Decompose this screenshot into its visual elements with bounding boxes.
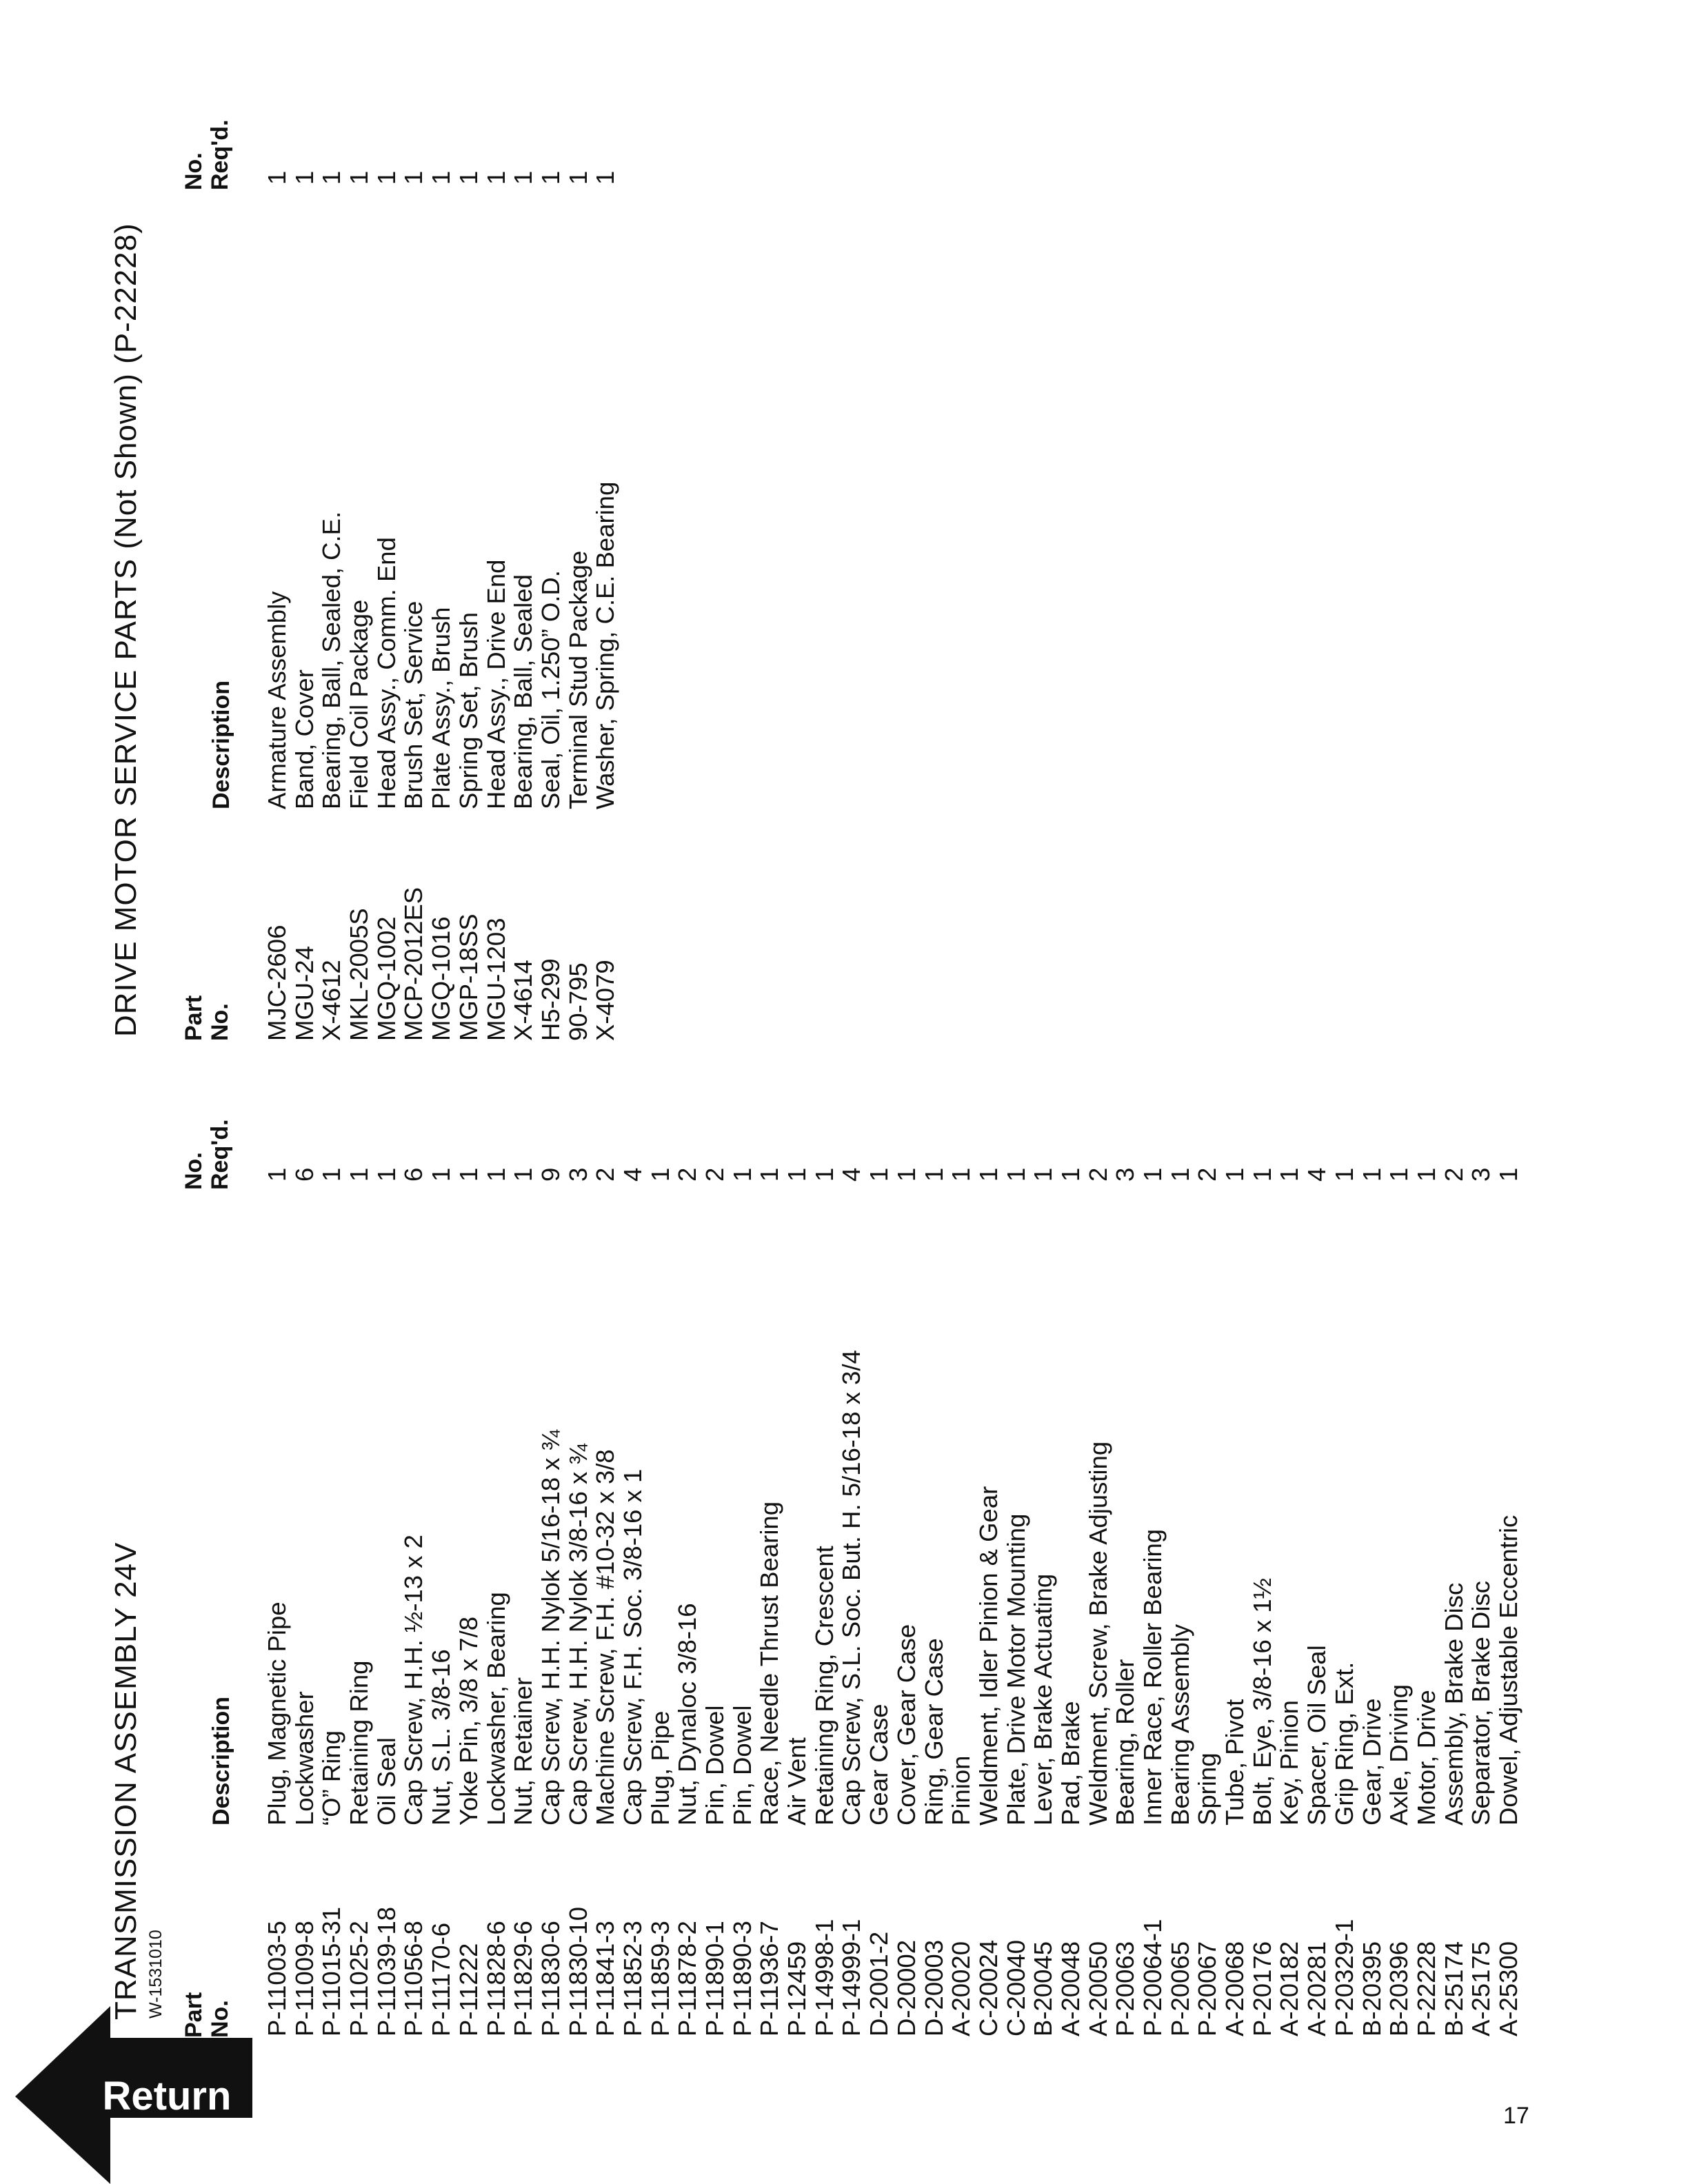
part-number: P-11170-6 bbox=[427, 1922, 456, 2036]
part-description: Plug, Magnetic Pipe bbox=[263, 1601, 291, 1826]
part-number: P-11025-2 bbox=[345, 1921, 374, 2036]
qty-header-line2: Req'd. bbox=[207, 1119, 233, 1190]
quantity-required: 1 bbox=[974, 1167, 1003, 1182]
quantity-required: 1 bbox=[919, 1167, 948, 1182]
quantity-required: 4 bbox=[1303, 1167, 1332, 1182]
drive-motor-quantity-column bbox=[263, 171, 619, 185]
quantity-required: 1 bbox=[481, 1167, 510, 1182]
part-description: Plug, Pipe bbox=[645, 1710, 674, 1826]
part-number: MGU-24 bbox=[290, 946, 319, 1041]
drive-motor-part-header bbox=[181, 995, 233, 1041]
quantity-required: 1 bbox=[481, 170, 510, 185]
return-button[interactable] bbox=[15, 2006, 255, 2184]
part-number: D-2001-2 bbox=[865, 1931, 894, 2036]
part-description: Cap Screw, F.H. Soc. 3/8-16 x 1 bbox=[618, 1468, 647, 1826]
part-description: Bearing, Ball, Sealed bbox=[509, 574, 538, 809]
part-number: H5-299 bbox=[536, 958, 565, 1041]
part-description: Brush Set, Service bbox=[399, 600, 428, 809]
part-description: Band, Cover bbox=[290, 669, 319, 809]
part-description: Nut, Dynaloc 3/8-16 bbox=[673, 1603, 702, 1826]
quantity-required: 1 bbox=[427, 170, 456, 185]
part-description: Spring Set, Brush bbox=[454, 611, 483, 809]
quantity-required: 1 bbox=[454, 170, 483, 185]
part-description: Retaining Ring bbox=[345, 1660, 374, 1826]
part-number: P-11039-18 bbox=[372, 1906, 401, 2036]
part-number: B-20045 bbox=[1029, 1941, 1058, 2036]
part-number: P-11830-6 bbox=[536, 1921, 565, 2036]
part-description: Pin, Dowel bbox=[701, 1705, 729, 1826]
part-description: Grip Ring, Ext. bbox=[1329, 1661, 1358, 1826]
part-number: MCP-2012ES bbox=[399, 887, 428, 1041]
part-header-line1: Part bbox=[181, 1992, 207, 2038]
part-number: C-20040 bbox=[1001, 1939, 1030, 2036]
quantity-required: 1 bbox=[1385, 1167, 1414, 1182]
transmission-title: TRANSMISSION ASSEMBLY 24V bbox=[109, 1541, 143, 2020]
quantity-required: 3 bbox=[563, 1167, 592, 1182]
part-description: Ring, Gear Case bbox=[919, 1638, 948, 1826]
part-description: Nut, S.L. 3/8-16 bbox=[427, 1649, 456, 1826]
qty-header-line1: No. bbox=[181, 152, 207, 190]
quantity-required: 1 bbox=[345, 170, 374, 185]
part-description: Armature Assembly bbox=[263, 591, 291, 809]
part-description: Weldment, Idler Pinion & Gear bbox=[974, 1486, 1003, 1826]
part-description: Pin, Dowel bbox=[727, 1705, 756, 1826]
part-description: Yoke Pin, 3/8 x 7/8 bbox=[454, 1616, 483, 1826]
part-description: Separator, Brake Disc bbox=[1467, 1580, 1496, 1826]
part-description: Cap Screw, S.L. Soc. But. H. 5/16-18 x 3/4 bbox=[837, 1350, 866, 1826]
part-description: Plate Assy., Brush bbox=[427, 607, 456, 809]
quantity-required: 1 bbox=[1329, 1167, 1358, 1182]
quantity-required: 1 bbox=[263, 1167, 291, 1182]
part-description: Gear, Drive bbox=[1357, 1698, 1386, 1826]
part-number: P-20064-1 bbox=[1138, 1919, 1167, 2036]
quantity-required: 2 bbox=[591, 1167, 620, 1182]
drive-motor-qty-header bbox=[181, 119, 233, 190]
quantity-required: 1 bbox=[372, 170, 401, 185]
quantity-required: 1 bbox=[345, 1167, 374, 1182]
part-number: B-25174 bbox=[1439, 1941, 1468, 2036]
part-description: Lockwasher bbox=[290, 1691, 319, 1826]
quantity-required: 1 bbox=[1247, 1167, 1276, 1182]
quantity-required: 2 bbox=[1193, 1167, 1222, 1182]
quantity-required: 2 bbox=[1083, 1167, 1112, 1182]
quantity-required: 1 bbox=[727, 1167, 756, 1182]
part-number: P-20065 bbox=[1165, 1941, 1194, 2036]
part-number: X-4612 bbox=[317, 960, 346, 1041]
part-number: A-20182 bbox=[1275, 1941, 1304, 2036]
part-number: P-11829-6 bbox=[509, 1921, 538, 2036]
part-description: Tube, Pivot bbox=[1220, 1699, 1249, 1826]
part-number: P-11852-3 bbox=[618, 1921, 647, 2036]
qty-header-line2: Req'd. bbox=[207, 119, 233, 190]
transmission-subtitle: W-1531010 bbox=[146, 1930, 165, 2019]
quantity-required: 1 bbox=[755, 1167, 784, 1182]
part-number: P-20329-1 bbox=[1329, 1919, 1358, 2036]
part-number: A-20068 bbox=[1220, 1941, 1249, 2036]
quantity-required: 1 bbox=[645, 1167, 674, 1182]
part-description: Washer, Spring, C.E. Bearing bbox=[591, 481, 620, 809]
quantity-required: 1 bbox=[810, 1167, 838, 1182]
part-description: “O” Ring bbox=[317, 1730, 346, 1826]
quantity-required: 1 bbox=[317, 170, 346, 185]
part-number: P-20067 bbox=[1193, 1941, 1222, 2036]
part-number: P-20176 bbox=[1247, 1941, 1276, 2036]
part-number: P-11878-2 bbox=[673, 1921, 702, 2036]
part-description: Pad, Brake bbox=[1056, 1701, 1085, 1826]
part-description: Seal, Oil, 1.250” O.D. bbox=[536, 570, 565, 809]
part-description: Head Assy., Drive End bbox=[481, 559, 510, 809]
drive-motor-title: DRIVE MOTOR SERVICE PARTS (Not Shown) (P-22228) bbox=[109, 223, 143, 1037]
drive-motor-desc-header: Description bbox=[208, 680, 234, 809]
part-number: P-11828-6 bbox=[481, 1921, 510, 2036]
quantity-required: 6 bbox=[399, 1167, 428, 1182]
part-description: Retaining Ring, Crescent bbox=[810, 1546, 838, 1826]
quantity-required: 1 bbox=[290, 170, 319, 185]
part-number: P-11056-8 bbox=[399, 1921, 428, 2036]
part-description: Oil Seal bbox=[372, 1737, 401, 1826]
quantity-required: 6 bbox=[290, 1167, 319, 1182]
quantity-required: 1 bbox=[1138, 1167, 1167, 1182]
part-description: Lever, Brake Actuating bbox=[1029, 1573, 1058, 1826]
part-description: Bearing Assembly bbox=[1165, 1624, 1194, 1826]
part-description: Cap Screw, H.H. Nylok 3/8-16 x ¾ bbox=[563, 1444, 592, 1826]
part-number: B-20396 bbox=[1385, 1941, 1414, 2036]
part-description: Machine Screw, F.H. #10-32 x 3/8 bbox=[591, 1449, 620, 1826]
part-number: A-20020 bbox=[947, 1941, 976, 2036]
part-header-line2: No. bbox=[207, 1003, 233, 1041]
part-number: MGU-1203 bbox=[481, 918, 510, 1041]
part-number: A-25175 bbox=[1467, 1941, 1496, 2036]
quantity-required: 1 bbox=[509, 1167, 538, 1182]
part-number: P-22228 bbox=[1411, 1941, 1440, 2036]
part-number: P-14999-1 bbox=[837, 1919, 866, 2036]
part-number: MGP-18SS bbox=[454, 913, 483, 1041]
part-number: P-20063 bbox=[1111, 1941, 1140, 2036]
quantity-required: 1 bbox=[1165, 1167, 1194, 1182]
drive-motor-description-column bbox=[263, 482, 619, 809]
part-number: X-4614 bbox=[509, 960, 538, 1041]
quantity-required: 1 bbox=[317, 1167, 346, 1182]
quantity-required: 1 bbox=[1220, 1167, 1249, 1182]
transmission-quantity-column bbox=[263, 1168, 1523, 1182]
part-number: A-25300 bbox=[1494, 1941, 1523, 2036]
part-description: Inner Race, Roller Bearing bbox=[1138, 1528, 1167, 1826]
quantity-required: 1 bbox=[892, 1167, 921, 1182]
transmission-part-column bbox=[263, 1907, 1523, 2036]
qty-header-line1: No. bbox=[181, 1152, 207, 1190]
part-description: Assembly, Brake Disc bbox=[1439, 1582, 1468, 1826]
part-description: Cover, Gear Case bbox=[892, 1624, 921, 1826]
quantity-required: 1 bbox=[563, 170, 592, 185]
quantity-required: 4 bbox=[837, 1167, 866, 1182]
part-number: X-4079 bbox=[591, 960, 620, 1041]
transmission-qty-header bbox=[181, 1119, 233, 1190]
part-description: Weldment, Screw, Brake Adjusting bbox=[1083, 1441, 1112, 1826]
quantity-required: 3 bbox=[1467, 1167, 1496, 1182]
part-description: Lockwasher, Bearing bbox=[481, 1592, 510, 1826]
part-description: Cap Screw, H.H. Nylok 5/16-18 x ¾ bbox=[536, 1429, 565, 1826]
quantity-required: 1 bbox=[1029, 1167, 1058, 1182]
part-number: P-14998-1 bbox=[810, 1919, 838, 2036]
part-header-line1: Part bbox=[181, 995, 207, 1041]
quantity-required: 4 bbox=[618, 1167, 647, 1182]
part-description: Gear Case bbox=[865, 1703, 894, 1826]
part-description: Field Coil Package bbox=[345, 599, 374, 809]
quantity-required: 9 bbox=[536, 1167, 565, 1182]
part-description: Bolt, Eye, 3/8-16 x 1½ bbox=[1247, 1577, 1276, 1826]
part-number: A-20050 bbox=[1083, 1941, 1112, 2036]
part-number: A-20281 bbox=[1303, 1941, 1332, 2036]
quantity-required: 1 bbox=[399, 170, 428, 185]
quantity-required: 3 bbox=[1111, 1167, 1140, 1182]
part-number: D-20002 bbox=[892, 1939, 921, 2036]
part-description: Head Assy., Comm. End bbox=[372, 537, 401, 809]
page-number: 17 bbox=[1503, 2103, 1529, 2129]
part-description: Race, Needle Thrust Bearing bbox=[755, 1501, 784, 1826]
part-number: P-11936-7 bbox=[755, 1921, 784, 2036]
part-number: 90-795 bbox=[563, 962, 592, 1041]
transmission-description-column bbox=[263, 1350, 1523, 1826]
part-number: P-11015-31 bbox=[317, 1906, 346, 2036]
part-description: Cap Screw, H.H. ½-13 x 2 bbox=[399, 1535, 428, 1826]
part-description: Dowel, Adjustable Eccentric bbox=[1494, 1515, 1523, 1826]
quantity-required: 1 bbox=[536, 170, 565, 185]
quantity-required: 1 bbox=[783, 1167, 812, 1182]
quantity-required: 1 bbox=[263, 170, 291, 185]
quantity-required: 2 bbox=[701, 1167, 729, 1182]
part-number: D-20003 bbox=[919, 1939, 948, 2036]
part-number: P-11830-10 bbox=[563, 1906, 592, 2036]
part-description: Air Vent bbox=[783, 1737, 812, 1826]
part-number: C-20024 bbox=[974, 1939, 1003, 2036]
part-number: P-11841-3 bbox=[591, 1921, 620, 2036]
quantity-required: 1 bbox=[1056, 1167, 1085, 1182]
part-description: Pinion bbox=[947, 1755, 976, 1826]
part-number: A-20048 bbox=[1056, 1941, 1085, 2036]
part-description: Spacer, Oil Seal bbox=[1303, 1645, 1332, 1826]
part-description: Spring bbox=[1193, 1752, 1222, 1826]
part-description: Bearing, Ball, Sealed, C.E. bbox=[317, 511, 346, 809]
part-number: P-11859-3 bbox=[645, 1921, 674, 2036]
part-description: Axle, Driving bbox=[1385, 1684, 1414, 1826]
part-description: Motor, Drive bbox=[1411, 1690, 1440, 1826]
part-number: B-20395 bbox=[1357, 1941, 1386, 2036]
quantity-required: 1 bbox=[509, 170, 538, 185]
part-header-line2: No. bbox=[207, 2000, 233, 2038]
part-description: Bearing, Roller bbox=[1111, 1659, 1140, 1826]
transmission-desc-header: Description bbox=[208, 1696, 234, 1826]
part-number: P-11890-3 bbox=[727, 1921, 756, 2036]
quantity-required: 2 bbox=[1439, 1167, 1468, 1182]
quantity-required: 1 bbox=[1411, 1167, 1440, 1182]
quantity-required: 1 bbox=[865, 1167, 894, 1182]
part-number: P-12459 bbox=[783, 1941, 812, 2036]
part-number: P-11890-1 bbox=[701, 1921, 729, 2036]
quantity-required: 2 bbox=[673, 1167, 702, 1182]
part-number: P-11009-8 bbox=[290, 1921, 319, 2036]
quantity-required: 1 bbox=[1001, 1167, 1030, 1182]
quantity-required: 1 bbox=[1494, 1167, 1523, 1182]
quantity-required: 1 bbox=[454, 1167, 483, 1182]
part-description: Nut, Retainer bbox=[509, 1677, 538, 1826]
quantity-required: 1 bbox=[1275, 1167, 1304, 1182]
part-description: Terminal Stud Package bbox=[563, 550, 592, 809]
return-label: Return bbox=[102, 2074, 232, 2119]
part-number: MKL-2005S bbox=[345, 908, 374, 1041]
quantity-required: 1 bbox=[947, 1167, 976, 1182]
quantity-required: 1 bbox=[372, 1167, 401, 1182]
part-number: MJC-2606 bbox=[263, 924, 291, 1041]
part-number: MGQ-1016 bbox=[427, 916, 456, 1041]
part-number: P-11222 bbox=[454, 1943, 483, 2036]
quantity-required: 1 bbox=[427, 1167, 456, 1182]
part-description: Key, Pinion bbox=[1275, 1700, 1304, 1826]
part-description: Plate, Drive Motor Mounting bbox=[1001, 1513, 1030, 1826]
drive-motor-part-column bbox=[263, 887, 619, 1041]
quantity-required: 1 bbox=[591, 170, 620, 185]
part-number: MGQ-1002 bbox=[372, 916, 401, 1041]
quantity-required: 1 bbox=[1357, 1167, 1386, 1182]
part-number: P-11003-5 bbox=[263, 1921, 291, 2036]
